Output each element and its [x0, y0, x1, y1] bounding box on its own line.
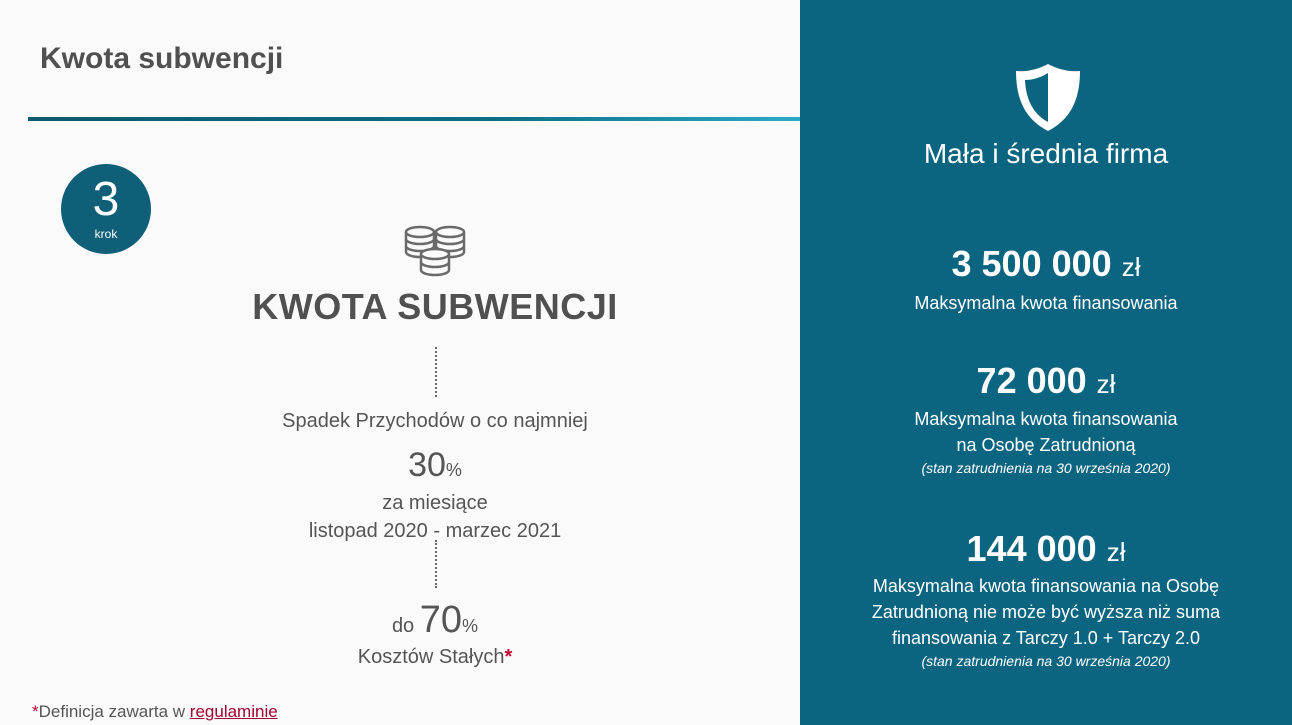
costs-pct-unit: %: [462, 616, 479, 636]
fixed-costs-percentage: [200, 598, 670, 648]
footnote: [32, 702, 278, 722]
step-number: 3: [92, 173, 120, 226]
period-label: listopad 2020 - marzec 2021: [308, 520, 562, 542]
dotted-connector: [435, 540, 437, 588]
costs-prefix: do: [391, 615, 415, 637]
costs-label-text: Kosztów Stałych: [357, 646, 505, 668]
employment-note: (stan zatrudnienia na 30 września 2020): [921, 460, 1171, 476]
footnote-text: Definicja zawarta w: [38, 702, 190, 721]
step-badge: [61, 164, 151, 254]
amount-value: 72 000: [976, 360, 1087, 401]
per-employee-amount: [800, 360, 1292, 402]
currency-unit: zł: [1096, 369, 1116, 399]
employment-note: (stan zatrudnienia na 30 września 2020): [921, 653, 1171, 669]
regulations-link[interactable]: regulaminie: [189, 702, 278, 721]
per-employee-cap-amount: [800, 528, 1292, 570]
revenue-drop-percentage: [200, 443, 670, 492]
amount-value: 3 500 000: [951, 243, 1112, 284]
per-employee-cap-description: [840, 573, 1252, 671]
per-employee-description: [840, 406, 1252, 478]
revenue-pct-value: 30: [408, 446, 446, 484]
revenue-drop-label: Spadek Przychodów o co najmniej: [282, 410, 588, 432]
months-label: za miesiące: [382, 492, 488, 514]
footnote-asterisk: *: [32, 702, 39, 721]
dotted-connector: [435, 347, 437, 397]
currency-unit: zł: [1121, 252, 1141, 282]
currency-unit: zł: [1106, 537, 1126, 567]
revenue-pct-unit: %: [445, 460, 462, 480]
description-line: Zatrudnioną nie może być wyższa niż suma: [871, 602, 1221, 622]
right-panel: [800, 0, 1292, 725]
max-funding-amount: [800, 243, 1292, 285]
description-line: finansowania z Tarczy 1.0 + Tarczy 2.0: [892, 628, 1200, 648]
fixed-costs-label: [200, 646, 670, 669]
shield-icon: [1013, 60, 1083, 134]
description-line: Maksymalna kwota finansowania: [914, 409, 1178, 429]
step-label: krok: [94, 227, 118, 241]
description-line: Maksymalna kwota finansowania: [914, 293, 1178, 313]
title-divider: [28, 117, 800, 121]
page-title: Kwota subwencji: [40, 42, 284, 75]
coins-stack-icon: [404, 224, 468, 278]
main-heading: KWOTA SUBWENCJI: [252, 286, 618, 327]
asterisk-marker: *: [504, 646, 513, 668]
max-funding-description: [840, 290, 1252, 316]
amount-value: 144 000: [966, 528, 1097, 569]
company-type: Mała i średnia firma: [923, 138, 1169, 169]
description-line: na Osobę Zatrudnioną: [956, 435, 1136, 455]
costs-pct-value: 70: [419, 599, 463, 641]
description-line: Maksymalna kwota finansowania na Osobę: [872, 576, 1220, 596]
